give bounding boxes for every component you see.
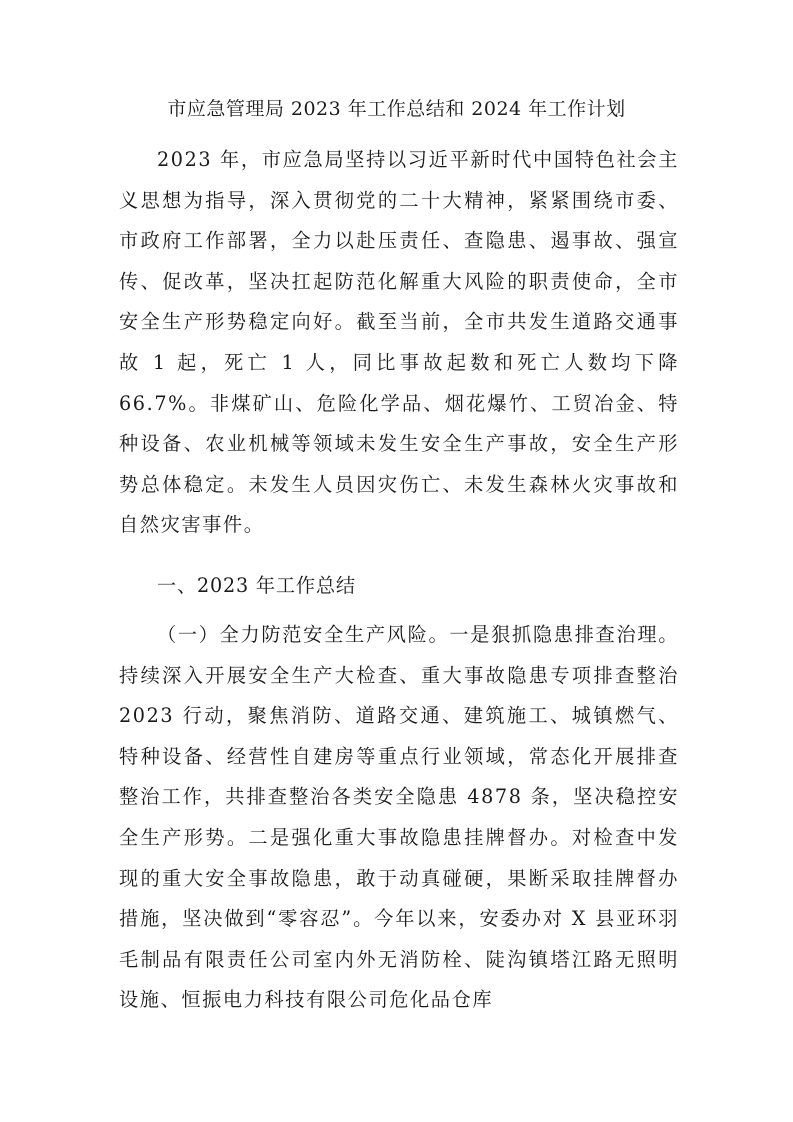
section-paragraph: （一）全力防范安全生产风险。一是狠抓隐患排查治理。持续深入开展安全生产大检查、重大事故隐患专项排查整治 2023 行动，聚焦消防、道路交通、建筑施工、城镇燃气、特种设备、经营性自建房等重点行业领域，常态化开展排查整治工作，共排查整治各类安全隐患 4878 条，坚决稳控安全生产形势。二是强化重大事故隐患挂牌督办。对检查中发现的重大安全事故隐患，敢于动真碰硬，果断采取挂牌督办措施，坚决做到“零容忍”。今年以来，安委办对 X 县亚环羽毛制品有限责任公司室内外无消防栓、陡沟镇塔江路无照明设施、恒振电力科技有限公司危化品仓库 (119, 623, 679, 1012)
section-heading: 一、2023 年工作总结 (157, 574, 356, 597)
document-title: 市应急管理局 2023 年工作总结和 2024 年工作计划 (167, 98, 626, 120)
intro-paragraph: 2023 年，市应急局坚持以习近平新时代中国特色社会主义思想为指导，深入贯彻党的二十大精神，紧紧围绕市委、市政府工作部署，全力以赴压责任、查隐患、遏事故、强宣传、促改革，坚决扛起防范化解重大风险的职责使命，全市安全生产形势稳定向好。截至当前，全市共发生道路交通事故 1 起，死亡 1 人，同比事故起数和死亡人数均下降 66.7%。非煤矿山、危险化学品、烟花爆竹、工贸冶金、特种设备、农业机械等领域未发生安全生产事故，安全生产形势总体稳定。未发生人员因灾伤亡、未发生森林火灾事故和自然灾害事件。 (119, 148, 679, 537)
